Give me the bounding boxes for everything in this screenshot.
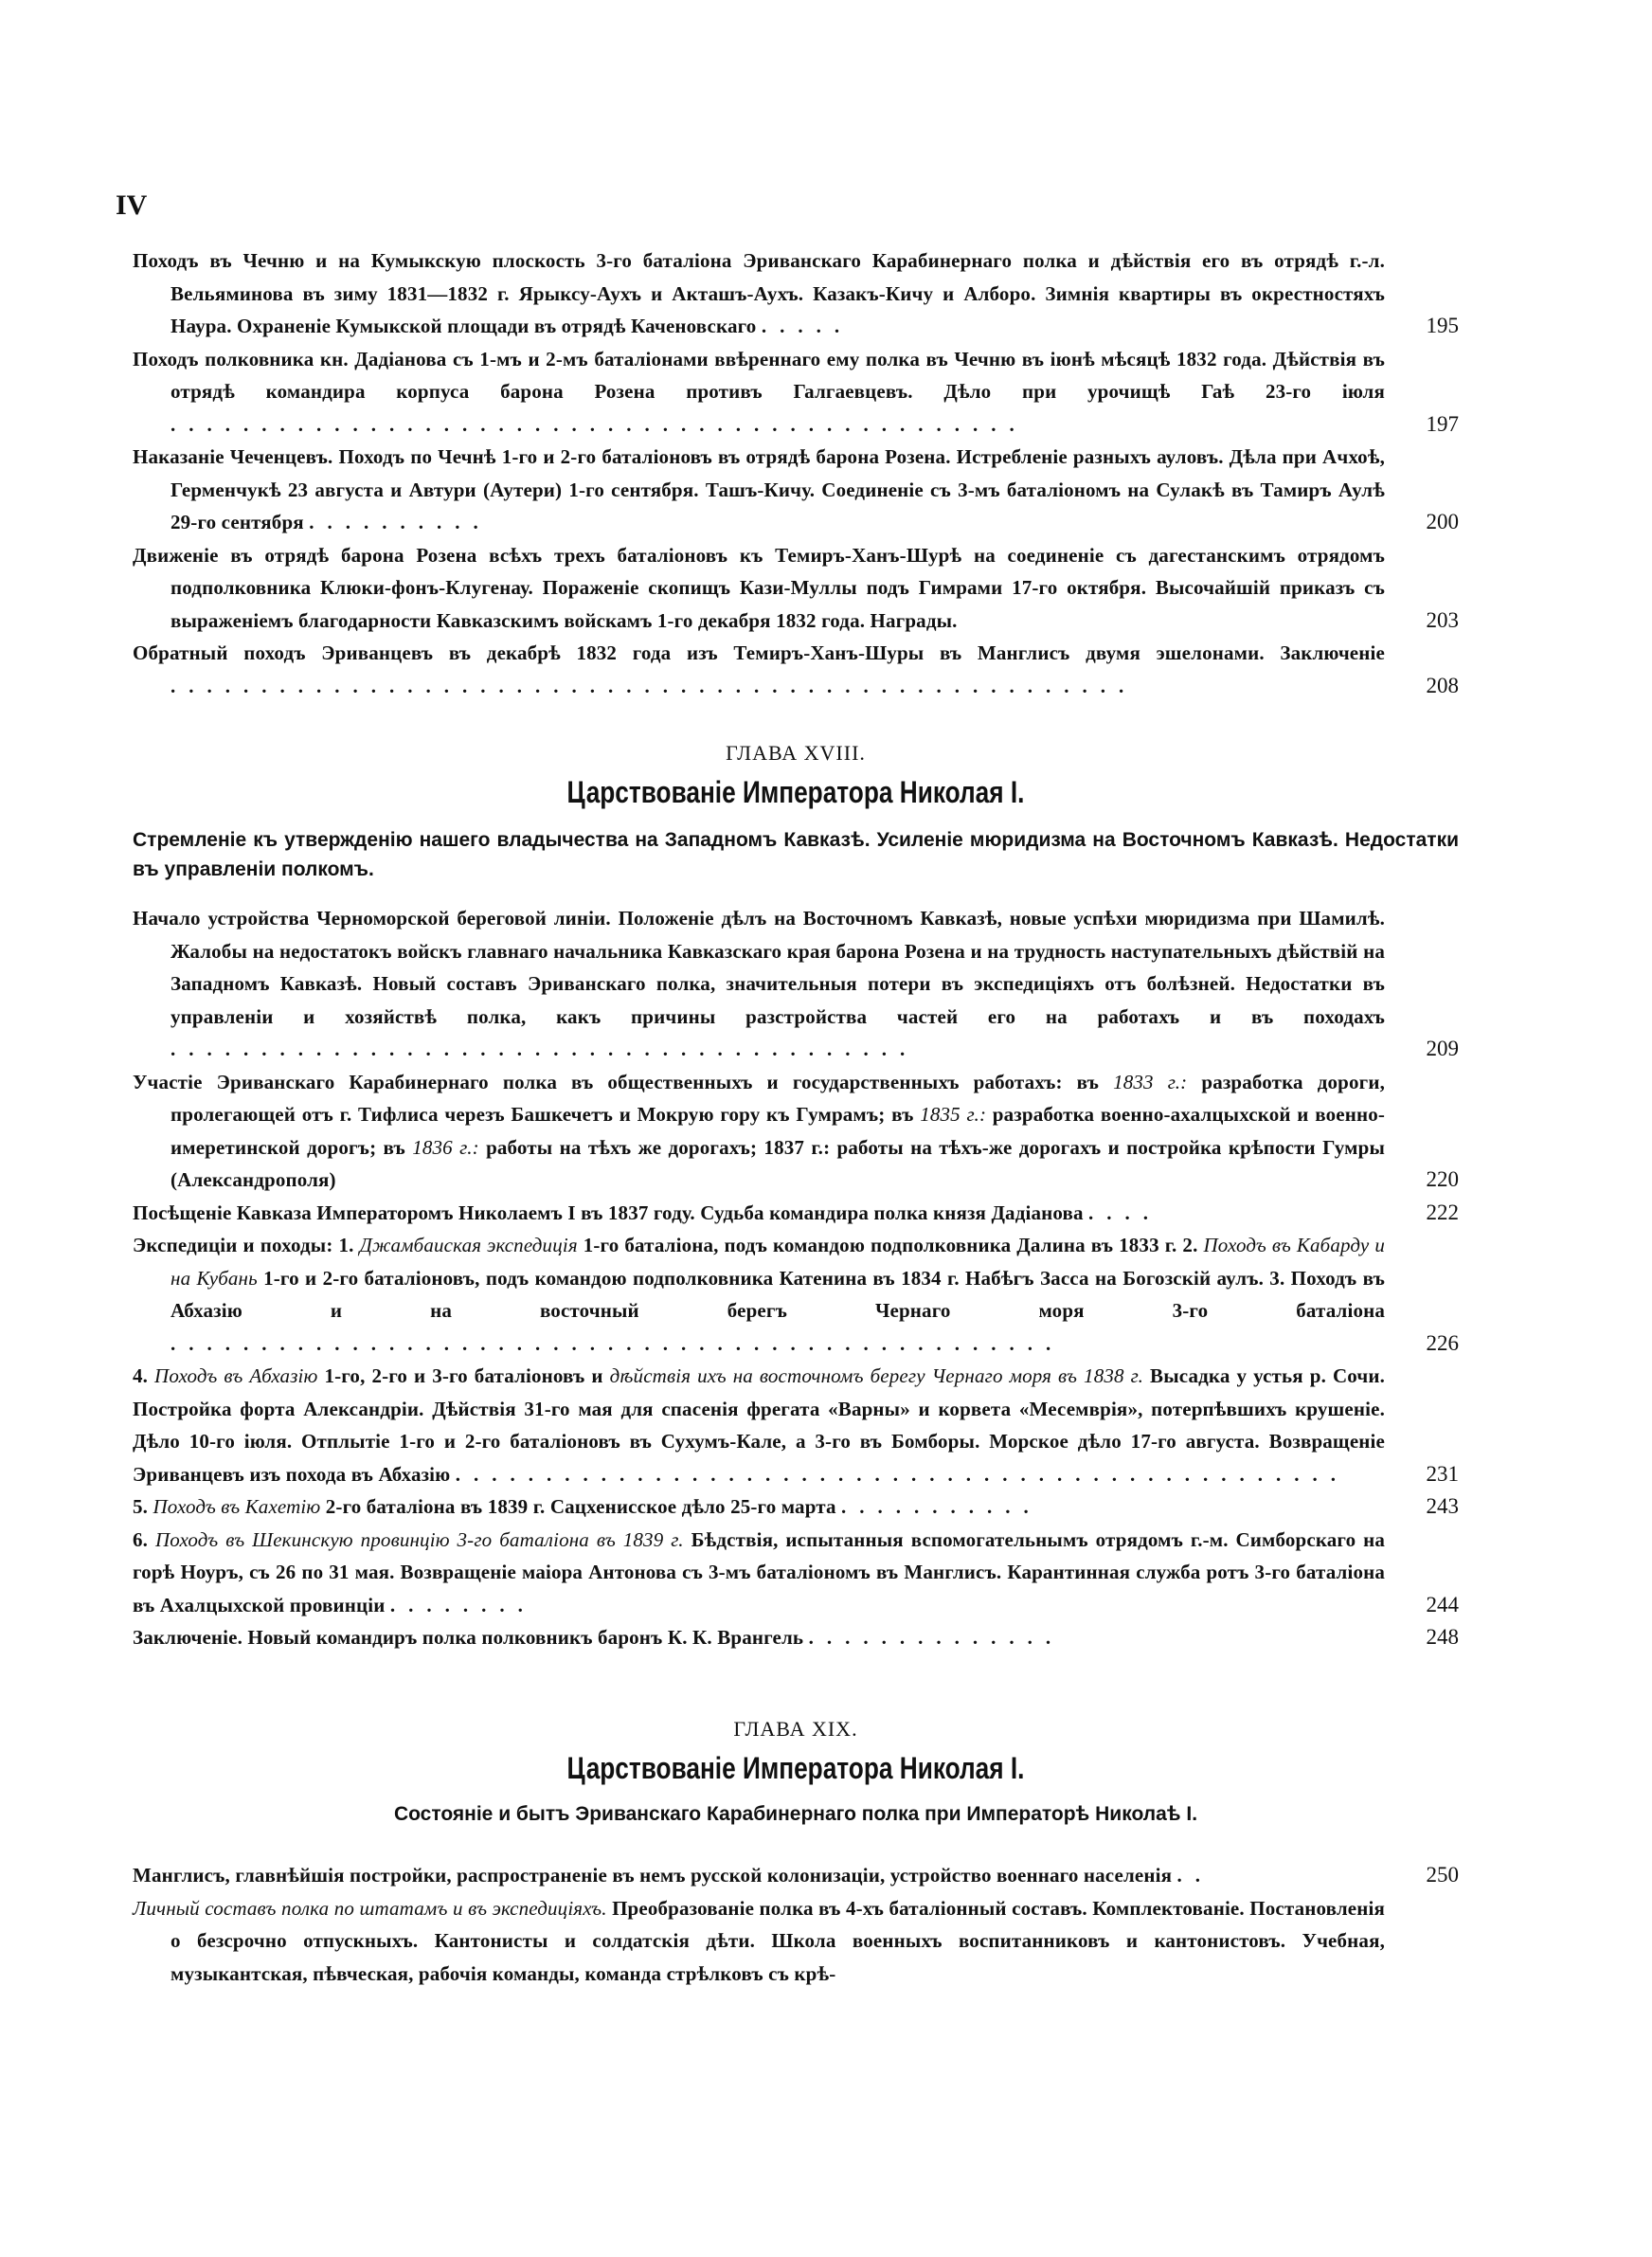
chapter-heading: ГЛАВА XVIII. <box>726 741 866 765</box>
toc-entry[interactable] <box>133 1621 1459 1654</box>
leader-dots: ................................................. <box>171 1331 1065 1355</box>
toc-entry[interactable] <box>133 1490 1459 1524</box>
leader-dots: ......................................... <box>171 1038 919 1060</box>
toc-entry[interactable] <box>133 1229 1459 1360</box>
entry-page: 203 <box>1426 607 1459 632</box>
entry-text: 1-го, 2-го и 3-го баталіоновъ и <box>317 1364 610 1387</box>
entry-page: 197 <box>1426 411 1459 436</box>
entry-text: Походъ полковника кн. Дадіанова съ 1-мъ и 2-мъ баталіонами ввѣреннаго ему полка въ Чечню въ іюнѣ мѣсяцѣ 1832 года. Дѣйствія въ отрядѣ командира корпуса барона Розена противъ Галгаевцевъ. Дѣло при урочищѣ Гаѣ 23-го іюля <box>133 347 1385 403</box>
entry-page: 243 <box>1426 1494 1459 1518</box>
chapter-title: Царствованіе Императора Николая I. <box>566 1751 1025 1785</box>
entry-text-italic: дѣйствія ихъ на восточномъ берегу Чернаго моря въ 1838 г. <box>609 1364 1144 1387</box>
entry-text: работы на тѣхъ же дорогахъ; 1837 г.: работы на тѣхъ-же дорогахъ и постройка крѣпости Гумры (Александрополя) <box>171 1135 1386 1191</box>
entry-page: 231 <box>1426 1461 1459 1486</box>
chapter-18-entries <box>133 902 1459 1654</box>
chapter-synopsis: Состояніе и бытъ Эриванскаго Карабинернаго полка при Императорѣ Николаѣ I. <box>393 1803 1198 1825</box>
leader-dots: ........ <box>389 1593 536 1616</box>
section-continued <box>133 244 1459 702</box>
entry-text: Заключеніе. Новый командиръ полка полковникъ баронъ К. К. Врангель <box>133 1626 804 1649</box>
entry-page: 208 <box>1426 673 1459 697</box>
entry-text: Преобразованіе полка въ 4-хъ баталіонный составъ. Комплектованіе. Постановленія о безсрочно отпускныхъ. Кантонисты и солдатскія дѣти. Школа военныхъ воспитанниковъ и кантонистовъ. Учебная, музыкантская, пѣвческая, рабочія команды, команда стрѣлковъ съ крѣ- <box>171 1896 1385 1985</box>
chapter-19 <box>133 1717 1459 1826</box>
entry-text: 6. <box>133 1527 155 1551</box>
chapter-18 <box>133 741 1459 884</box>
toc-entry[interactable] <box>133 1360 1459 1490</box>
entry-page: 195 <box>1426 314 1459 337</box>
entry-text: 1-го и 2-го баталіоновъ, подъ командою подполковника Катенина въ 1834 г. Набѣгъ Засса на Богозскій аулъ. 3. Походъ въ Абхазію и на восточный берегъ Чернаго моря 3-го баталіона <box>171 1266 1385 1322</box>
entry-text-italic: Походъ въ Шекинскую провинцію 3-го баталіона въ 1839 г. <box>154 1527 684 1551</box>
entry-text-italic: 1836 г.: <box>412 1135 479 1159</box>
entry-text-italic: 1835 г.: <box>920 1103 987 1126</box>
leader-dots: .......... <box>309 511 492 533</box>
entry-text-italic: 1833 г.: <box>1113 1070 1188 1093</box>
entry-text: 2-го баталіона въ 1839 г. Сацхенисское дѣло 25-го марта <box>320 1495 836 1518</box>
entry-text: Бѣдствія, испытанныя вспомогательнымъ отрядомъ г.-м. Симборскаго на горѣ Ноуръ, съ 26 по 31 мая. Возвращеніе маіора Антонова съ 3-мъ баталіономъ въ Манглисъ. Карантинная служба ротъ 3-го баталіона въ Ахалцыхской провинціи <box>133 1527 1385 1616</box>
entry-page: 222 <box>1426 1200 1459 1224</box>
toc-entry[interactable] <box>133 441 1459 539</box>
entry-text: Наказаніе Чеченцевъ. Походъ по Чечнѣ 1-го и 2-го баталіоновъ въ отрядѣ барона Розена. Истребленіе разныхъ ауловъ. Дѣла при Ачхоѣ, Герменчукѣ 23 августа и Автури (Аутери) 1-го сентября. Ташъ-Кичу. Соединеніе съ 3-мъ баталіономъ на Сулакѣ въ Тамиръ Аулѣ 29-го сентября <box>133 445 1385 533</box>
chapter-synopsis: Стремленіе къ утвержденію нашего владычества на Западномъ Кавказѣ. Усиленіе мюридизма на Восточномъ Кавказѣ. Недостатки въ управленіи полкомъ. <box>133 829 1459 880</box>
toc-entry[interactable] <box>133 902 1459 1066</box>
toc-entry[interactable] <box>133 637 1459 702</box>
entry-page: 209 <box>1426 1037 1459 1060</box>
leader-dots: ..................................................... <box>171 674 1138 697</box>
leader-dots: ........... <box>841 1495 1042 1518</box>
entry-text: Начало устройства Черноморской береговой линіи. Положеніе дѣлъ на Восточномъ Кавказѣ, новые успѣхи мюридизма при Шамилѣ. Жалобы на недостатокъ войскъ главнаго начальника Кавказскаго края барона Розена и на трудность наступательныхъ дѣйствій на Западномъ Кавказѣ. Новый составъ Эриванскаго полка, значительныя потери въ экспедиціяхъ отъ болѣзней. Недостатки въ управленіи и хозяйствѣ полка, какъ причины разстройства частей его на работахъ и въ походахъ <box>133 907 1385 1028</box>
entry-text: 1-го баталіона, подъ командою подполковника Далина въ 1833 г. 2. <box>577 1234 1204 1256</box>
entry-text: 4. <box>133 1364 155 1387</box>
entry-text-italic: Личный составъ полка по штатамъ и въ экспедиціяхъ. <box>133 1896 607 1920</box>
entry-page: 226 <box>1426 1330 1459 1355</box>
leader-dots: ................................................. <box>455 1462 1350 1486</box>
entry-text: Обратный походъ Эриванцевъ въ декабрѣ 1832 года изъ Темиръ-Ханъ-Шуры въ Манглисъ двумя эшелонами. Заключеніе <box>133 641 1385 664</box>
entry-text-italic: Походъ въ Абхазію <box>154 1364 318 1387</box>
entry-text-italic: Походъ въ Кабарду и на Кубань <box>171 1234 1385 1290</box>
chapter-title: Царствованіе Императора Николая I. <box>566 775 1025 809</box>
entry-text: разработка военно-ахалцыхской и военно-имеретинской дорогъ; въ <box>171 1103 1386 1159</box>
entry-text: Посѣщеніе Кавказа Императоромъ Николаемъ I въ 1837 году. Судьба командира полка князя Дадіанова <box>133 1201 1084 1224</box>
entry-text: Манглисъ, главнѣйшія постройки, распространеніе въ немъ русской колонизаціи, устройство военнаго населенія <box>133 1864 1173 1887</box>
leader-dots: ............................................... <box>171 412 1028 436</box>
entry-page: 244 <box>1426 1592 1459 1616</box>
toc-entry[interactable] <box>133 1859 1459 1892</box>
entry-page: 248 <box>1426 1625 1459 1649</box>
entry-text: Движеніе въ отрядѣ барона Розена всѣхъ трехъ баталіоновъ къ Темиръ-Ханъ-Шурѣ на соединеніе съ дагестанскимъ отрядомъ подполковника Клюки-фонъ-Клугенау. Пораженіе скопищъ Кази-Муллы подъ Гимрами 17-го октября. Высочайшій приказъ съ выраженіемъ благодарности Кавказскимъ войскамъ 1-го декабря 1832 года. Награды. <box>133 543 1385 632</box>
toc-entry[interactable] <box>133 244 1459 343</box>
page-number: IV <box>116 190 148 221</box>
toc-entry[interactable] <box>133 1066 1459 1197</box>
chapter-heading: ГЛАВА XIX. <box>733 1717 858 1741</box>
entry-text: разработка дороги, пролегающей отъ г. Тифлиса черезъ Башкечетъ и Мокрую гору къ Гумрамъ; въ <box>171 1070 1385 1126</box>
leader-dots: .. <box>1176 1864 1214 1887</box>
entry-page: 200 <box>1426 510 1459 533</box>
entry-page: 250 <box>1426 1863 1459 1887</box>
entry-page: 220 <box>1426 1167 1459 1191</box>
entry-text: Участіе Эриванскаго Карабинернаго полка въ общественныхъ и государственныхъ работахъ: въ <box>133 1070 1114 1093</box>
entry-text: Экспедиціи и походы: 1. <box>133 1234 360 1256</box>
entry-text: 5. <box>133 1495 153 1518</box>
toc-entry[interactable] <box>133 539 1459 638</box>
entry-text: Походъ въ Чечню и на Кумыкскую плоскость 3-го баталіона Эриванскаго Карабинернаго полка и дѣйствія его въ отрядѣ г.-л. Вельяминова въ зиму 1831—1832 г. Ярыксу-Аухъ и Акташъ-Аухъ. Казакъ-Кичу и Алборо. Зимнія квартиры въ окрестностяхъ Наура. Охраненіе Кумыкской площади въ отрядѣ Каченовскаго <box>133 249 1385 337</box>
toc-entry[interactable] <box>133 1197 1459 1230</box>
toc-entry[interactable] <box>133 1892 1459 1991</box>
leader-dots: ..... <box>761 315 853 337</box>
leader-dots: .............. <box>808 1626 1065 1649</box>
toc-entry[interactable] <box>133 343 1459 442</box>
chapter-19-entries <box>133 1859 1459 1990</box>
entry-text-italic: Походъ въ Кахетію <box>153 1495 321 1518</box>
toc-entry[interactable] <box>133 1524 1459 1622</box>
entry-text: Высадка у устья р. Сочи. Постройка форта Александріи. Дѣйствія 31-го мая для спасенія фрегата «Варны» и корвета «Месемврія», потерпѣвшихъ крушеніе. Дѣло 10-го іюля. Отплытіе 1-го и 2-го баталіоновъ въ Сухумъ-Кале, а 3-го въ Бомборы. Морское дѣло 17-го августа. Возвращеніе Эриванцевъ изъ похода въ Абхазію <box>133 1364 1386 1486</box>
entry-text-italic: Джамбаиская экспедиція <box>359 1234 578 1256</box>
leader-dots: .... <box>1088 1201 1162 1224</box>
